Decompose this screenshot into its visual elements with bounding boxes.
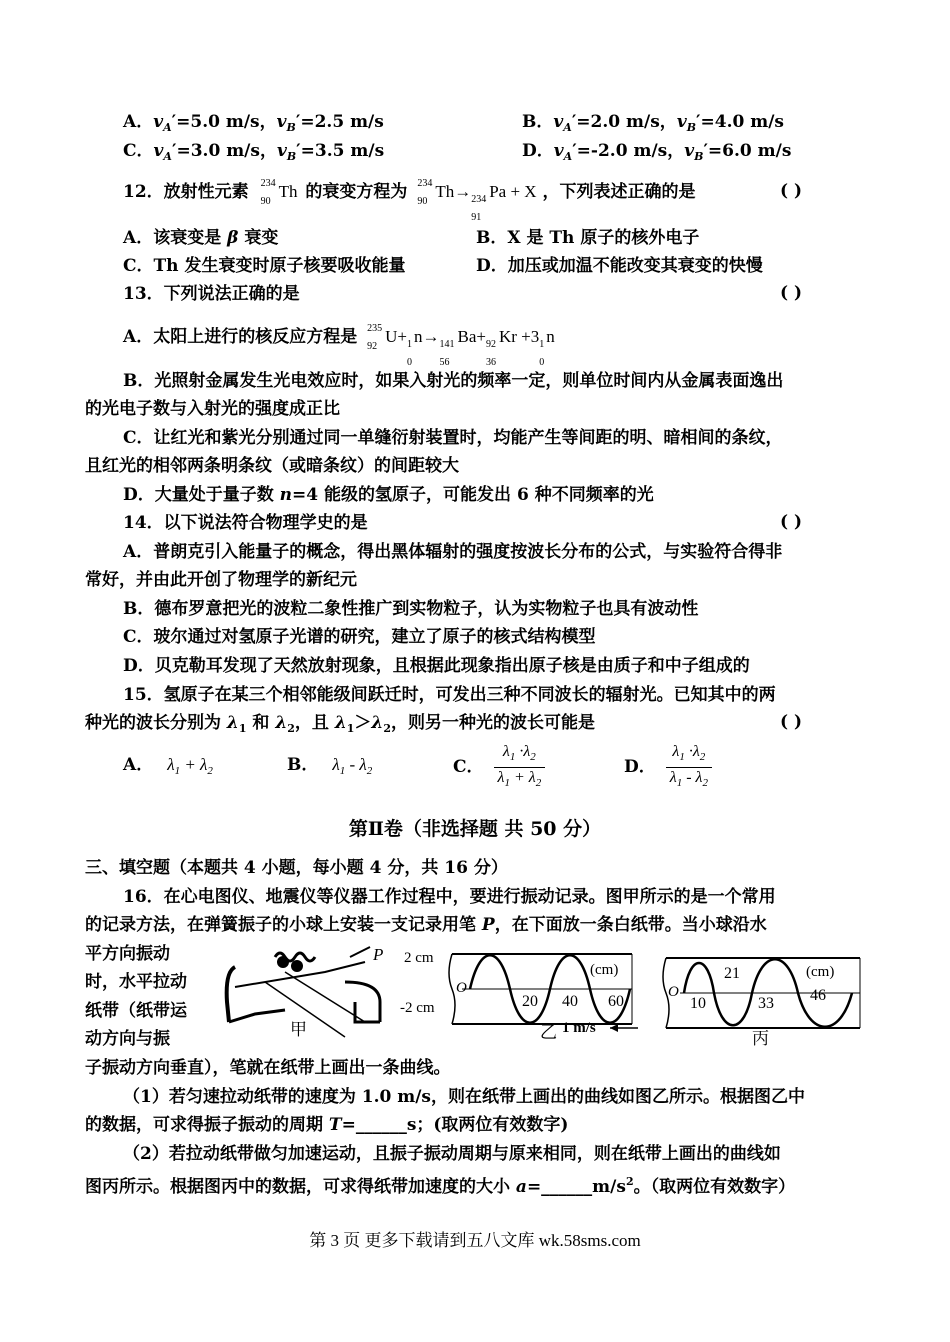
figure-yi xyxy=(400,944,640,1044)
q11-option-b: B．$v_A'=2.0$ m/s，$v_B'=4.0$ m/s xyxy=(522,112,785,134)
bing-unit-label: (cm) xyxy=(806,964,835,980)
figure-jia xyxy=(215,942,390,1042)
q15-option-d-label: D． xyxy=(624,757,656,777)
q16-part1-line1: （1）若匀速拉动纸带的速度为 1.0 m/s，则在纸带上画出的曲线如图乙所示。根据图乙中 xyxy=(123,1087,806,1107)
q14-option-d: D．贝克勒耳发现了天然放射现象，且根据此现象指出原子核是由质子和中子组成的 xyxy=(123,656,750,676)
origin-label-yi: O xyxy=(456,980,467,996)
q13-option-d: D．大量处于量子数 n=4 能级的氢原子，可能发出 6 种不同频率的光 xyxy=(123,485,654,505)
part-3-heading: 三、填空题（本题共 4 小题，每小题 4 分，共 16 分） xyxy=(85,858,508,878)
origin-label-bing: O xyxy=(668,984,679,1000)
q12-stem-a: 12．放射性元素 xyxy=(123,182,249,202)
q13-option-b-line1: B．光照射金属发生光电效应时，如果入射光的频率一定，则单位时间内从金属表面逸出 xyxy=(123,371,784,391)
figure-bing-label: 丙 xyxy=(752,1029,769,1048)
bing-tick-33: 33 xyxy=(758,995,774,1012)
q11-option-c: C．$v_A'=3.0$ m/s，$v_B'=3.5$ m/s xyxy=(123,141,385,163)
figure-jia-label: 甲 xyxy=(290,1020,307,1039)
q15-stem-line2: 种光的波长分别为 $\lambda_1$ 和 $\lambda_2$，且 $\lambda_1>\lambda_2$，则另一种光的波长可能是 xyxy=(85,713,595,735)
q16-wrap-1: 平方向振动 xyxy=(85,944,170,964)
q16-line2: 的记录方法，在弹簧振子的小球上安装一支记录用笔 P，在下面放一条白纸带。当小球沿水 xyxy=(85,915,767,935)
speed-label: 1 m/s xyxy=(562,1020,596,1036)
q12-stem-b: 的衰变方程为 xyxy=(305,182,408,202)
q15-option-c: C． $\frac{\lambda_1 \cdot\lambda_2}{\lambda_1 + \lambda_2}$ xyxy=(453,742,545,793)
q15-answer-paren: ( ) xyxy=(780,712,803,732)
direction-arrow-icon xyxy=(610,1024,618,1032)
pen-label: P xyxy=(373,945,384,964)
q14-stem: 14．以下说法符合物理学史的是 xyxy=(123,513,368,533)
q12-stem xyxy=(123,178,696,223)
q13-option-a-label: A．太阳上进行的核反应方程是 xyxy=(123,327,358,347)
q14-option-a-line2: 常好，并由此开创了物理学的新纪元 xyxy=(85,570,357,590)
figure-bing xyxy=(660,948,865,1048)
amp-bottom-label: -2 cm xyxy=(400,1000,435,1016)
q12-option-c: C．Th 发生衰变时原子核要吸收能量 xyxy=(123,256,406,276)
page-footer: 第 3 页 更多下载请到五八文库 wk.58sms.com xyxy=(309,1231,641,1250)
fission-equation: 235 92 U+ 1 0 n→ 141 56 Ba+ 92 36 Kr +3 1 0 n xyxy=(367,323,555,368)
q16-part2-line2: 图丙所示。根据图丙中的数据，可求得纸带加速度的大小 $a=\_\_\_\_\_\_m/s^2$。（取两位有效数字） xyxy=(85,1175,796,1197)
th234-symbol: 234 90 Th xyxy=(260,178,298,207)
q13-stem: 13．下列说法正确的是 xyxy=(123,284,300,304)
q15-option-b-label: B． xyxy=(287,755,319,775)
q15-option-d: D． $\frac{\lambda_1 \cdot\lambda_2}{\lambda_1 - \lambda_2}$ xyxy=(624,742,712,793)
bing-tick-21: 21 xyxy=(724,965,740,982)
q11-option-a: A．$v_A'=5.0$ m/s，$v_B'=2.5$ m/s xyxy=(123,112,384,134)
q16-line7: 子振动方向垂直），笔就在纸带上画出一条曲线。 xyxy=(85,1058,451,1078)
q16-wrap-2: 时，水平拉动 xyxy=(85,972,187,992)
yi-tick-20: 20 xyxy=(522,993,538,1010)
q14-answer-paren: ( ) xyxy=(780,512,803,532)
q13-option-a xyxy=(123,323,555,368)
q16-wrap-3: 纸带（纸带运 xyxy=(85,1001,187,1021)
yi-tick-40: 40 xyxy=(562,993,578,1010)
yi-tick-60: 60 xyxy=(608,993,624,1010)
q13-option-c-line1: C．让红光和紫光分别通过同一单缝衍射装置时，均能产生等间距的明、暗相间的条纹， xyxy=(123,428,783,448)
section-2-title: 第Ⅱ卷（非选择题 共 50 分） xyxy=(348,818,602,840)
q15-option-c-label: C． xyxy=(453,757,484,777)
q16-part2-line1: （2）若拉动纸带做匀加速运动，且振子振动周期与原来相同，则在纸带上画出的曲线如 xyxy=(123,1144,781,1164)
q12-answer-paren: ( ) xyxy=(780,181,803,201)
figure-yi-label: 乙 xyxy=(540,1023,557,1042)
q12-option-d: D．加压或加温不能改变其衰变的快慢 xyxy=(476,256,763,276)
q15-stem-line1: 15．氢原子在某三个相邻能级间跃迁时，可发出三种不同波长的辐射光。已知其中的两 xyxy=(123,685,776,705)
amp-top-label: 2 cm xyxy=(404,950,434,966)
q14-option-b: B．德布罗意把光的波粒二象性推广到实物粒子，认为实物粒子也具有波动性 xyxy=(123,599,699,619)
bing-tick-10: 10 xyxy=(690,995,706,1012)
decay-equation: 234 90 Th→ 234 91 Pa + X xyxy=(417,178,537,223)
q14-option-c: C．玻尔通过对氢原子光谱的研究，建立了原子的核式结构模型 xyxy=(123,627,596,647)
q12-option-b: B．X 是 Th 原子的核外电子 xyxy=(476,228,700,248)
q16-line1: 16．在心电图仪、地震仪等仪器工作过程中，要进行振动记录。图甲所示的是一个常用 xyxy=(123,887,776,907)
q12-stem-c: ，下列表述正确的是 xyxy=(542,182,696,202)
q13-answer-paren: ( ) xyxy=(780,283,803,303)
q14-option-a-line1: A．普朗克引入能量子的概念，得出黑体辐射的强度按波长分布的公式，与实验符合得非 xyxy=(123,542,783,562)
q16-part1-line2: 的数据，可求得振子振动的周期 T=______s；(取两位有效数字) xyxy=(85,1115,569,1135)
q11-option-d: D．$v_A'=-2.0$ m/s，$v_B'=6.0$ m/s xyxy=(522,141,792,163)
q16-wrap-4: 动方向与振 xyxy=(85,1029,170,1049)
q15-option-b: B． $\lambda_1 - \lambda_2$ xyxy=(287,755,373,777)
q13-option-b-line2: 的光电子数与入射光的强度成正比 xyxy=(85,399,340,419)
q15-option-a: A． $\lambda_1 + \lambda_2$ xyxy=(123,755,213,777)
yi-unit-label: (cm) xyxy=(590,962,619,978)
q15-option-a-label: A． xyxy=(123,755,154,775)
q12-option-a: A．该衰变是 β 衰变 xyxy=(123,228,279,248)
q13-option-c-line2: 且红光的相邻两条明条纹（或暗条纹）的间距较大 xyxy=(85,456,459,476)
bing-tick-46: 46 xyxy=(810,987,826,1004)
